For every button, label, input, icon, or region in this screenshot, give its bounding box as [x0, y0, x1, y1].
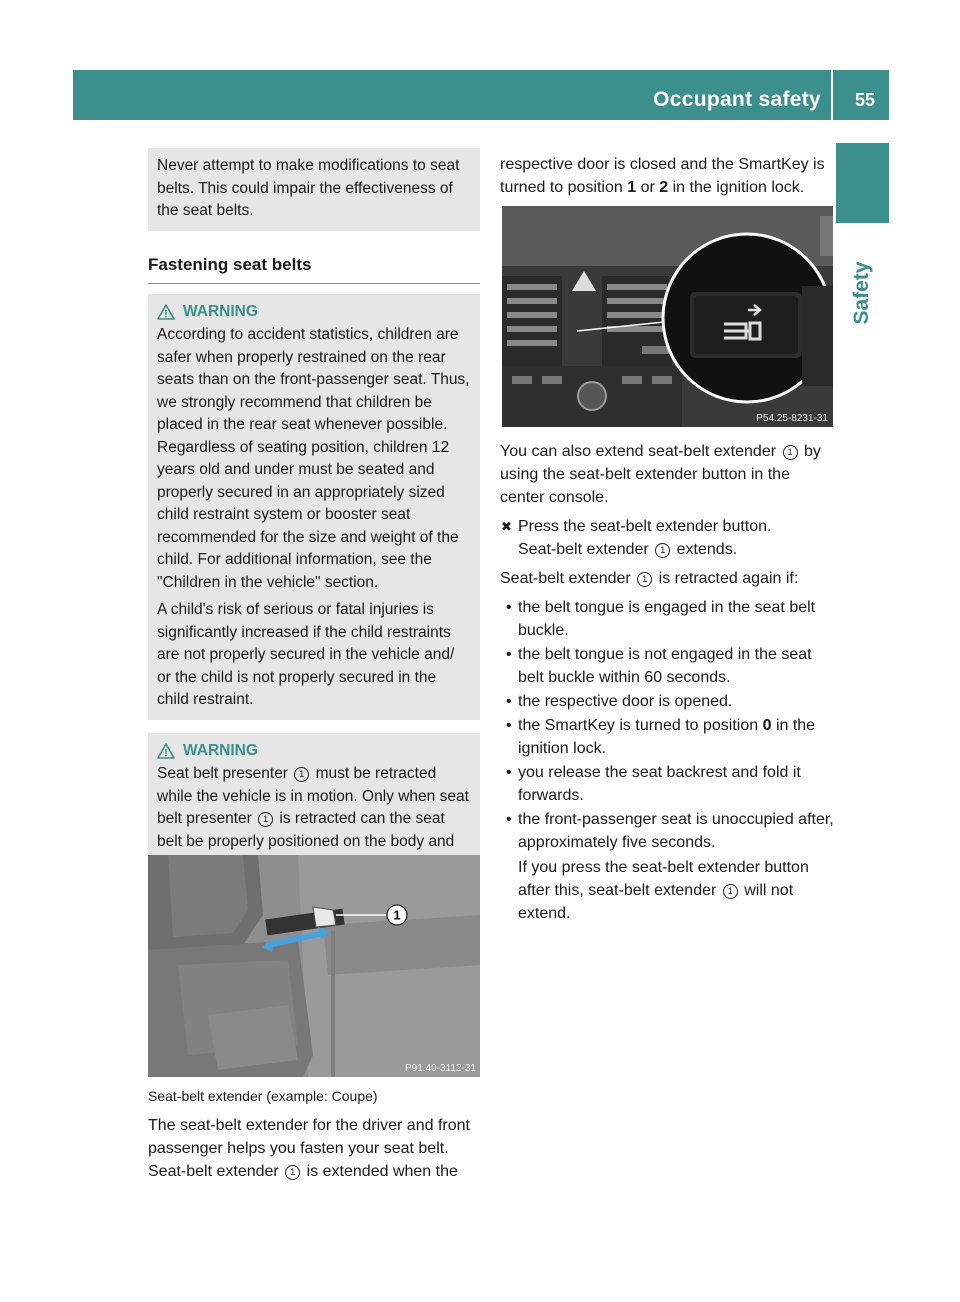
seat-illustration [148, 855, 480, 1077]
section-heading: Fastening seat belts [148, 253, 480, 284]
list-item: • the belt tongue is not engaged in the seat belt buckle within 60 seconds. [500, 643, 836, 689]
step-result: Seat-belt extender 1 extends. [518, 541, 738, 558]
callout-ref: 1 [294, 767, 309, 782]
list-item: • the respective door is opened. [500, 690, 836, 713]
callout-ref: 1 [637, 572, 652, 587]
warning-header-2 [157, 740, 472, 763]
bullet: • [506, 693, 512, 710]
step-text: Press the seat-belt extender button. [518, 518, 772, 535]
list-item: • the belt tongue is engaged in the seat belt buckle. [500, 596, 836, 642]
bullet: • [506, 811, 512, 828]
figure-code: P91.40-3112-31 [405, 1063, 476, 1074]
list-item: • the front-passenger seat is unoccupied after, approximately five seconds. If you press the seat-belt extender button after this, seat-belt extender 1 will not extend. [500, 808, 836, 925]
callout-ref: 1 [285, 1165, 300, 1180]
list-item-note: If you press the seat-belt extender button after this, seat-belt extender 1 will not extend. [518, 859, 809, 922]
warning-1-text-1: According to accident statistics, children are safer when properly restrained on the rear seats than on the front-passenger seat. Thus, we strongly recommend that children be placed in the rear seat whenever possible. Regardless of seating position, children 12 years old and under must be seated and properly secured in an appropriately sized child restraint system or booster seat recommended for the size and weight of the child. For additional information, see the "Children in the vehicle" section. [157, 326, 470, 591]
warning-header-1 [157, 301, 472, 324]
figure-caption: Seat-belt extender (example: Coupe) [148, 1088, 378, 1104]
note-text: Never attempt to make modifications to seat belts. This could impair the effectiveness of the seat belts. [157, 157, 460, 219]
bullet: • [506, 764, 512, 781]
page-header [73, 70, 889, 120]
callout-ref: 1 [783, 445, 798, 460]
callout-ref: 1 [258, 812, 273, 827]
list-item: • you release the seat backrest and fold it forwards. [500, 761, 836, 807]
right-column-body [500, 440, 836, 926]
step-arrow-icon: ✖ [501, 519, 512, 534]
warning-triangle-icon [157, 304, 175, 320]
figure-code: P54.25-8231-31 [756, 413, 828, 424]
warning-2-text: Seat belt presenter 1 must be retracted while the vehicle is in motion. Only when seat belt presenter 1 is retracted can the seat belt be properly positioned on the body and [157, 765, 469, 850]
body-text-2: Seat-belt extender 1 is extended when the [148, 1163, 458, 1180]
console-illustration [502, 206, 833, 427]
side-tab-block [836, 143, 889, 223]
figure-callout-1: 1 [393, 907, 401, 923]
header-divider [831, 70, 833, 120]
instruction-step [500, 515, 836, 561]
bullet: • [506, 599, 512, 616]
left-column [148, 148, 480, 884]
note-box [148, 148, 480, 231]
warning-label-1: WARNING [183, 302, 258, 320]
page-number: 55 [854, 90, 875, 110]
left-column-bottom [148, 1086, 482, 1183]
callout-ref: 1 [655, 543, 670, 558]
side-tab-label: Safety [850, 261, 873, 325]
body-text-1: The seat-belt extender for the driver and front passenger helps you fasten your seat belt. [148, 1117, 470, 1157]
warning-triangle-icon [157, 743, 175, 759]
bullet: • [506, 646, 512, 663]
bullet: • [506, 717, 512, 734]
callout-ref: 1 [723, 884, 738, 899]
right-column-top [500, 153, 836, 199]
section-title: Occupant safety [653, 88, 821, 111]
extend-text: You can also extend seat-belt extender 1 by using the seat-belt extender button in the center console. [500, 443, 821, 506]
seat-belt-extender-figure [148, 855, 480, 1077]
continued-text: respective door is closed and the SmartKey is turned to position 1 or 2 in the ignition lock. [500, 156, 825, 196]
list-item: • the SmartKey is turned to position 0 in the ignition lock. [500, 714, 836, 760]
retract-intro: Seat-belt extender 1 is retracted again if: [500, 570, 799, 587]
warning-box-1 [148, 294, 480, 720]
center-console-figure [502, 206, 833, 427]
warning-1-text-2: A child's risk of serious or fatal injuries is significantly increased if the child restraints are not properly secured in the vehicle and/ or the child is not properly secured in the child restraint. [157, 601, 455, 708]
warning-label-2: WARNING [183, 741, 258, 759]
